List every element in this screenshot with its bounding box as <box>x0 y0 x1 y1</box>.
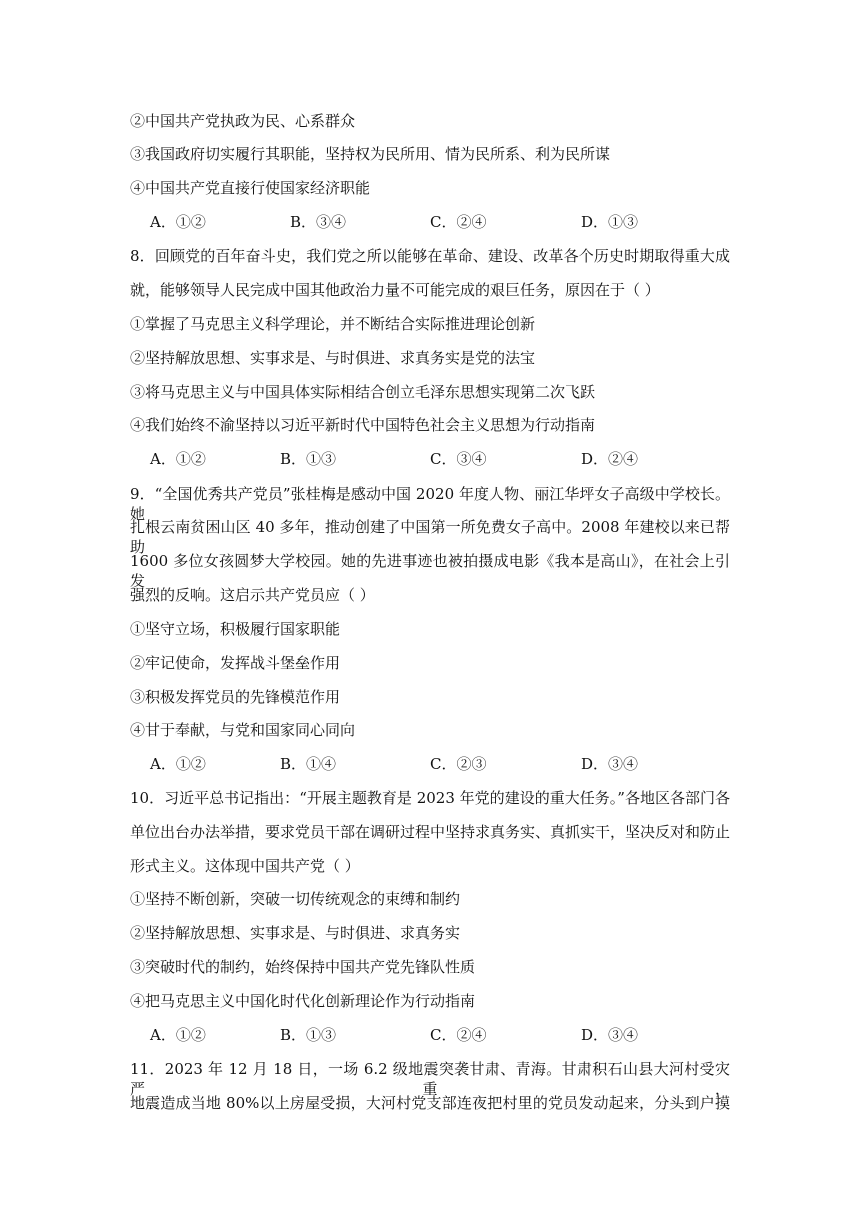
q7-option-b[interactable]: B．③④ <box>290 213 347 231</box>
q9-stem-line-2: 扎根云南贫困山区 40 多年，推动创建了中国第一所免费女子高中。2008 年建校以来已帮助 <box>130 518 730 556</box>
q10-item-1: ①坚持不断创新，突破一切传统观念的束缚和制约 <box>130 890 461 908</box>
q10-stem-line-3: 形式主义。这体现中国共产党（ ） <box>130 857 360 875</box>
q11-stem-line-2: 地震造成当地 80%以上房屋受损，大河村党支部连夜把村里的党员发动起来，分头到户摸 <box>130 1094 730 1112</box>
q10-option-b[interactable]: B．①③ <box>280 1026 337 1044</box>
q11-stem-line-1: 11．2023 年 12 月 18 日，一场 6.2 级地震突袭甘肃、青海。甘肃积石山县大河村受灾严重， <box>130 1060 730 1098</box>
q8-option-a[interactable]: A．①② <box>150 450 206 468</box>
q9-stem-line-3: 1600 多位女孩圆梦大学校园。她的先进事迹也被拍摄成电影《我本是高山》，在社会上引发 <box>130 552 730 590</box>
q8-item-1: ①掌握了马克思主义科学理论，并不断结合实际推进理论创新 <box>130 315 536 333</box>
q9-item-2: ②牢记使命，发挥战斗堡垒作用 <box>130 654 341 672</box>
q7-option-d[interactable]: D．①③ <box>581 213 639 231</box>
q10-stem-line-1: 10．习近平总书记指出：“开展主题教育是 2023 年党的建设的重大任务。”各地区各部门各 <box>130 789 730 807</box>
q9-stem-line-4: 强烈的反响。这启示共产党员应（ ） <box>130 586 375 604</box>
q9-option-d[interactable]: D．③④ <box>581 755 639 773</box>
q9-item-4: ④甘于奉献，与党和国家同心同向 <box>130 721 356 739</box>
q7-item-3: ③我国政府切实履行其职能，坚持权为民所用、情为民所系、利为民所谋 <box>130 145 611 163</box>
q9-option-a[interactable]: A．①② <box>150 755 206 773</box>
q10-item-3: ③突破时代的制约，始终保持中国共产党先锋队性质 <box>130 958 476 976</box>
q7-option-a[interactable]: A．①② <box>150 213 206 231</box>
q10-option-c[interactable]: C．②④ <box>430 1026 487 1044</box>
q8-option-d[interactable]: D．②④ <box>581 450 639 468</box>
q9-option-b[interactable]: B．①④ <box>280 755 337 773</box>
q10-option-d[interactable]: D．③④ <box>581 1026 639 1044</box>
q8-item-2: ②坚持解放思想、实事求是、与时俱进、求真务实是党的法宝 <box>130 349 536 367</box>
q8-option-b[interactable]: B．①③ <box>280 450 337 468</box>
q8-stem-line-2: 就，能够领导人民完成中国其他政治力量不可能完成的艰巨任务，原因在于（ ） <box>130 281 660 299</box>
q7-option-c[interactable]: C．②④ <box>430 213 487 231</box>
q9-item-1: ①坚守立场，积极履行国家职能 <box>130 620 341 638</box>
q10-item-4: ④把马克思主义中国化时代化创新理论作为行动指南 <box>130 992 476 1010</box>
q8-stem-line-1: 8．回顾党的百年奋斗史，我们党之所以能够在革命、建设、改革各个历史时期取得重大成 <box>130 247 730 265</box>
q10-item-2: ②坚持解放思想、实事求是、与时俱进、求真务实 <box>130 924 461 942</box>
q7-item-4: ④中国共产党直接行使国家经济职能 <box>130 179 371 197</box>
q8-item-3: ③将马克思主义与中国具体实际相结合创立毛泽东思想实现第二次飞跃 <box>130 383 596 401</box>
q7-item-2: ②中国共产党执政为民、心系群众 <box>130 112 356 130</box>
q8-item-4: ④我们始终不渝坚持以习近平新时代中国特色社会主义思想为行动指南 <box>130 416 596 434</box>
q10-option-a[interactable]: A．①② <box>150 1026 206 1044</box>
q9-item-3: ③积极发挥党员的先锋模范作用 <box>130 688 341 706</box>
q9-option-c[interactable]: C．②③ <box>430 755 487 773</box>
q10-stem-line-2: 单位出台办法举措，要求党员干部在调研过程中坚持求真务实、真抓实干，坚决反对和防止 <box>130 823 731 841</box>
q9-stem-line-1: 9．“全国优秀共产党员”张桂梅是感动中国 2020 年度人物、丽江华坪女子高级中学校长。她 <box>130 485 730 523</box>
q8-option-c[interactable]: C．③④ <box>430 450 487 468</box>
